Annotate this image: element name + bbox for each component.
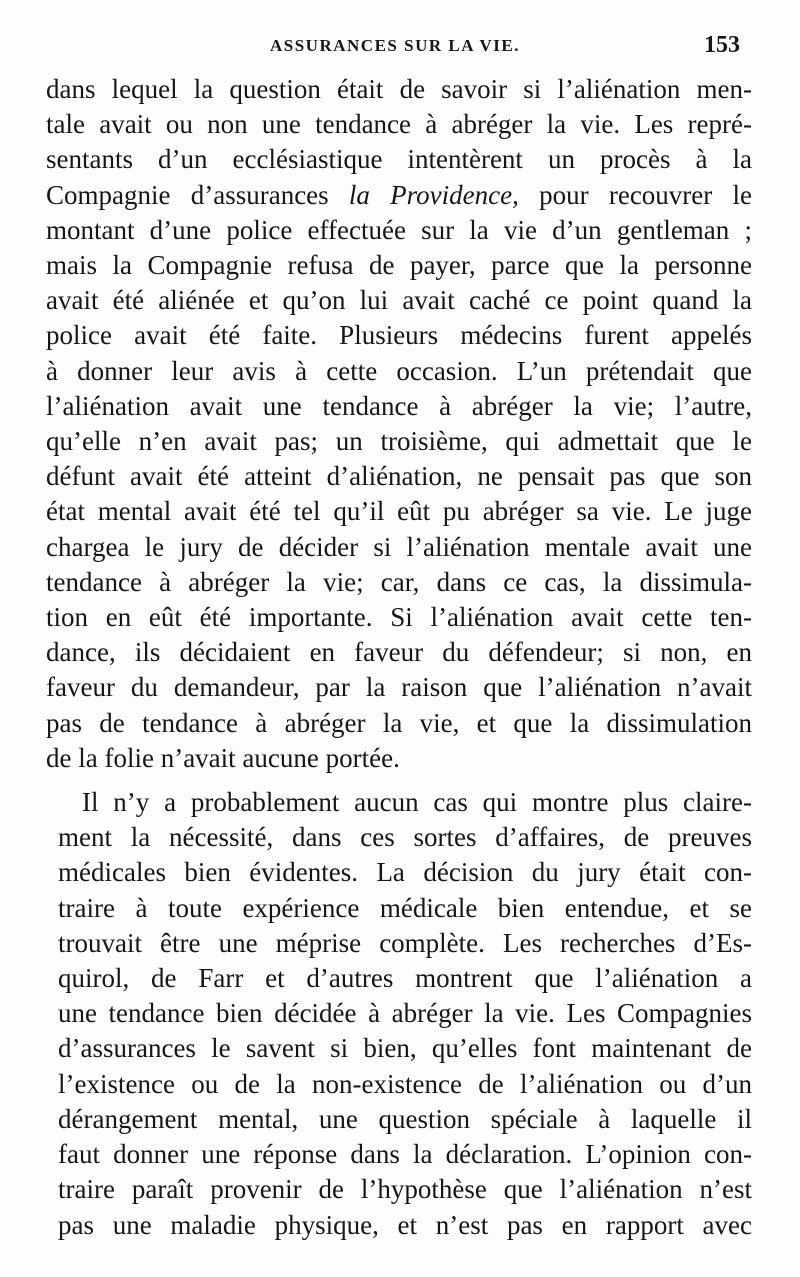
text-line: quirol, de Farr et d’autres montrent que l’aliénation a (58, 963, 752, 994)
text-line: traire paraît provenir de l’hypothèse que l’aliénation n’est (58, 1174, 752, 1205)
text-line: pas de tendance à abréger la vie, et que la dissimulation (46, 707, 752, 738)
text-line: mais la Compagnie refusa de payer, parce que la personne (46, 250, 752, 281)
text-line: pas une maladie physique, et n’est pas en rapport avec (58, 1209, 752, 1240)
text-line: tale avait ou non une tendance à abréger la vie. Les repré- (46, 109, 752, 140)
text-line: Il n’y a probablement aucun cas qui montre plus claire- (82, 787, 752, 818)
text-line: qu’elle n’en avait pas; un troisième, qui admettait que le (46, 426, 752, 457)
text-line: de la folie n’avait aucune portée. (46, 742, 400, 773)
text-line: médicales bien évidentes. La décision du jury était con- (58, 857, 752, 888)
page-number: 153 (704, 32, 740, 58)
text-line: police avait été faite. Plusieurs médecins furent appelés (46, 320, 752, 351)
paragraph-2 (46, 785, 752, 1243)
text-line: montant d’une police effectuée sur la vie d’un gentleman ; (46, 214, 752, 245)
running-title: ASSURANCES SUR LA VIE. (270, 36, 520, 55)
text-segment: Compagnie d’assurances (46, 179, 349, 210)
text-line: dance, ils décidaient en faveur du défendeur; si non, en (46, 637, 752, 668)
text-line: ment la nécessité, dans ces sortes d’affaires, de preuves (58, 822, 752, 853)
running-head (50, 30, 740, 64)
text-line: tendance à abréger la vie; car, dans ce cas, la dissimula- (46, 566, 752, 597)
text-line: traire à toute expérience médicale bien entendue, et se (58, 892, 752, 923)
text-line: avait été aliénée et qu’on lui avait caché ce point quand la (46, 285, 752, 316)
text-line: sentants d’un ecclésiastique intentèrent un procès à la (46, 144, 752, 175)
text-line: faut donner une réponse dans la déclaration. L’opinion con- (58, 1139, 752, 1170)
text-line: dérangement mental, une question spéciale à laquelle il (58, 1103, 752, 1134)
text-line: dans lequel la question était de savoir si l’aliénation men- (46, 74, 752, 104)
text-line: l’existence ou de la non-existence de l’aliénation ou d’un (58, 1068, 752, 1099)
text-line: faveur du demandeur, par la raison que l’aliénation n’avait (46, 672, 752, 703)
paragraph-1 (46, 72, 752, 776)
text-line: à donner leur avis à cette occasion. L’un prétendait que (46, 355, 752, 386)
text-line: tion en eût été importante. Si l’aliénation avait cette ten- (46, 602, 752, 633)
text-line-with-italic (46, 178, 752, 213)
text-line: une tendance bien décidée à abréger la vie. Les Compagnies (58, 998, 752, 1029)
body-text (46, 72, 752, 1243)
italic-company-name: la Providence, (348, 179, 519, 210)
text-line: état mental avait été tel qu’il eût pu abréger sa vie. Le juge (46, 496, 752, 527)
text-line: défunt avait été atteint d’aliénation, ne pensait pas que son (46, 461, 752, 492)
text-segment: pour recouvrer le (518, 179, 753, 210)
text-line: chargea le jury de décider si l’aliénation mentale avait une (46, 531, 752, 562)
text-line: d’assurances le savent si bien, qu’elles font maintenant de (58, 1033, 752, 1064)
text-line: l’aliénation avait une tendance à abréger la vie; l’autre, (46, 390, 752, 421)
text-line: trouvait être une méprise complète. Les recherches d’Es- (58, 927, 752, 958)
